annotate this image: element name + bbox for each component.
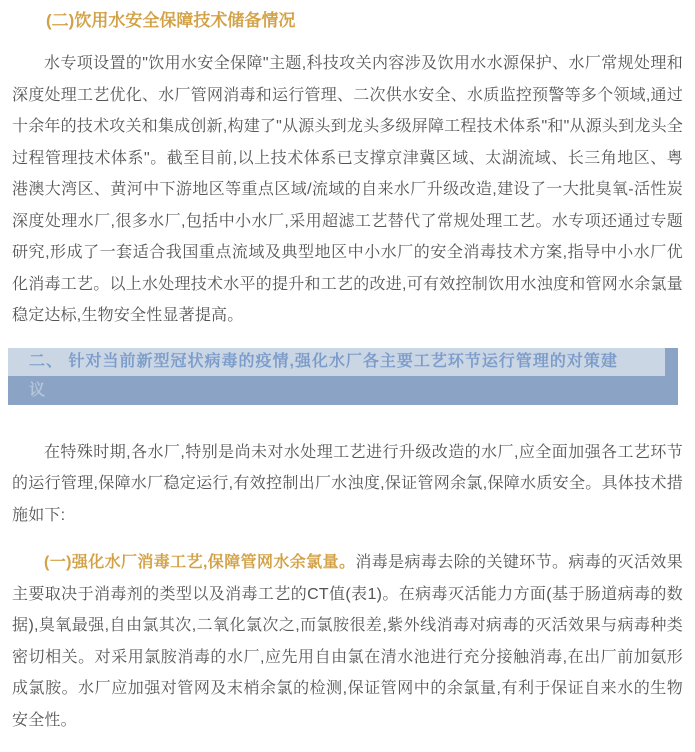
section-2-title-line1: 二、 针对当前新型冠状病毒的疫情,强化水厂各主要工艺环节运行管理的对策建 bbox=[8, 348, 665, 376]
subsection-1-body: 消毒是病毒去除的关键环节。病毒的灭活效果主要取决于消毒剂的类型以及消毒工艺的CT值(表1)。在病毒灭活能力方面(基于肠道病毒的数据),臭氧最强,自由氯其次,二氧化氯次之,而氯胺很差,紫外线消毒对病毒的灭活效果与病毒种类密切相关。对采用氯胺消毒的水厂,应先用自由氯在清水池进行充分接触消毒,在出厂前加氨形成氯胺。水厂应加强对管网及末梢余氯的检测,保证管网中的余氯量,有利于保证自来水的生物安全性。 bbox=[12, 554, 683, 729]
section-1-paragraph: 水专项设置的"饮用水安全保障"主题,科技攻关内容涉及饮用水水源保护、水厂常规处理和深度处理工艺优化、水厂管网消毒和运行管理、二次供水安全、水质监控预警等多个领域,通过十余年的技术攻关和集成创新,构建了"从源头到龙头多级屏障工程技术体系"和"从源头到龙头全过程管理技术体系"。截至目前,以上技术体系已支撑京津冀区域、太湖流域、长三角地区、粤港澳大湾区、黄河中下游地区等重点区域/流域的自来水厂升级改造,建设了一大批臭氧-活性炭深度处理水厂,很多水厂,包括中小水厂,采用超滤工艺替代了常规处理工艺。水专项还通过专题研究,形成了一套适合我国重点流域及典型地区中小水厂的安全消毒技术方案,指导中小水厂优化消毒工艺。以上水处理技术水平的提升和工艺的改进,可有效控制饮用水浊度和管网水余氯量稳定达标,生物安全性显著提高。 bbox=[12, 55, 683, 324]
subsection-1-lead: (一)强化水厂消毒工艺,保障管网水余氯量。 bbox=[44, 554, 356, 571]
section-1-heading: (二)饮用水安全保障技术储备情况 bbox=[46, 11, 296, 30]
section-2-title-banner bbox=[8, 348, 678, 405]
section-2-title-line2: 议 bbox=[29, 381, 47, 399]
section-2-intro-paragraph: 在特殊时期,各水厂,特别是尚未对水处理工艺进行升级改造的水厂,应全面加强各工艺环节的运行管理,保障水厂稳定运行,有效控制出厂水浊度,保证管网余氯,保障水质安全。具体技术措施如下: bbox=[12, 443, 683, 524]
subsection-1-paragraph bbox=[12, 547, 683, 736]
